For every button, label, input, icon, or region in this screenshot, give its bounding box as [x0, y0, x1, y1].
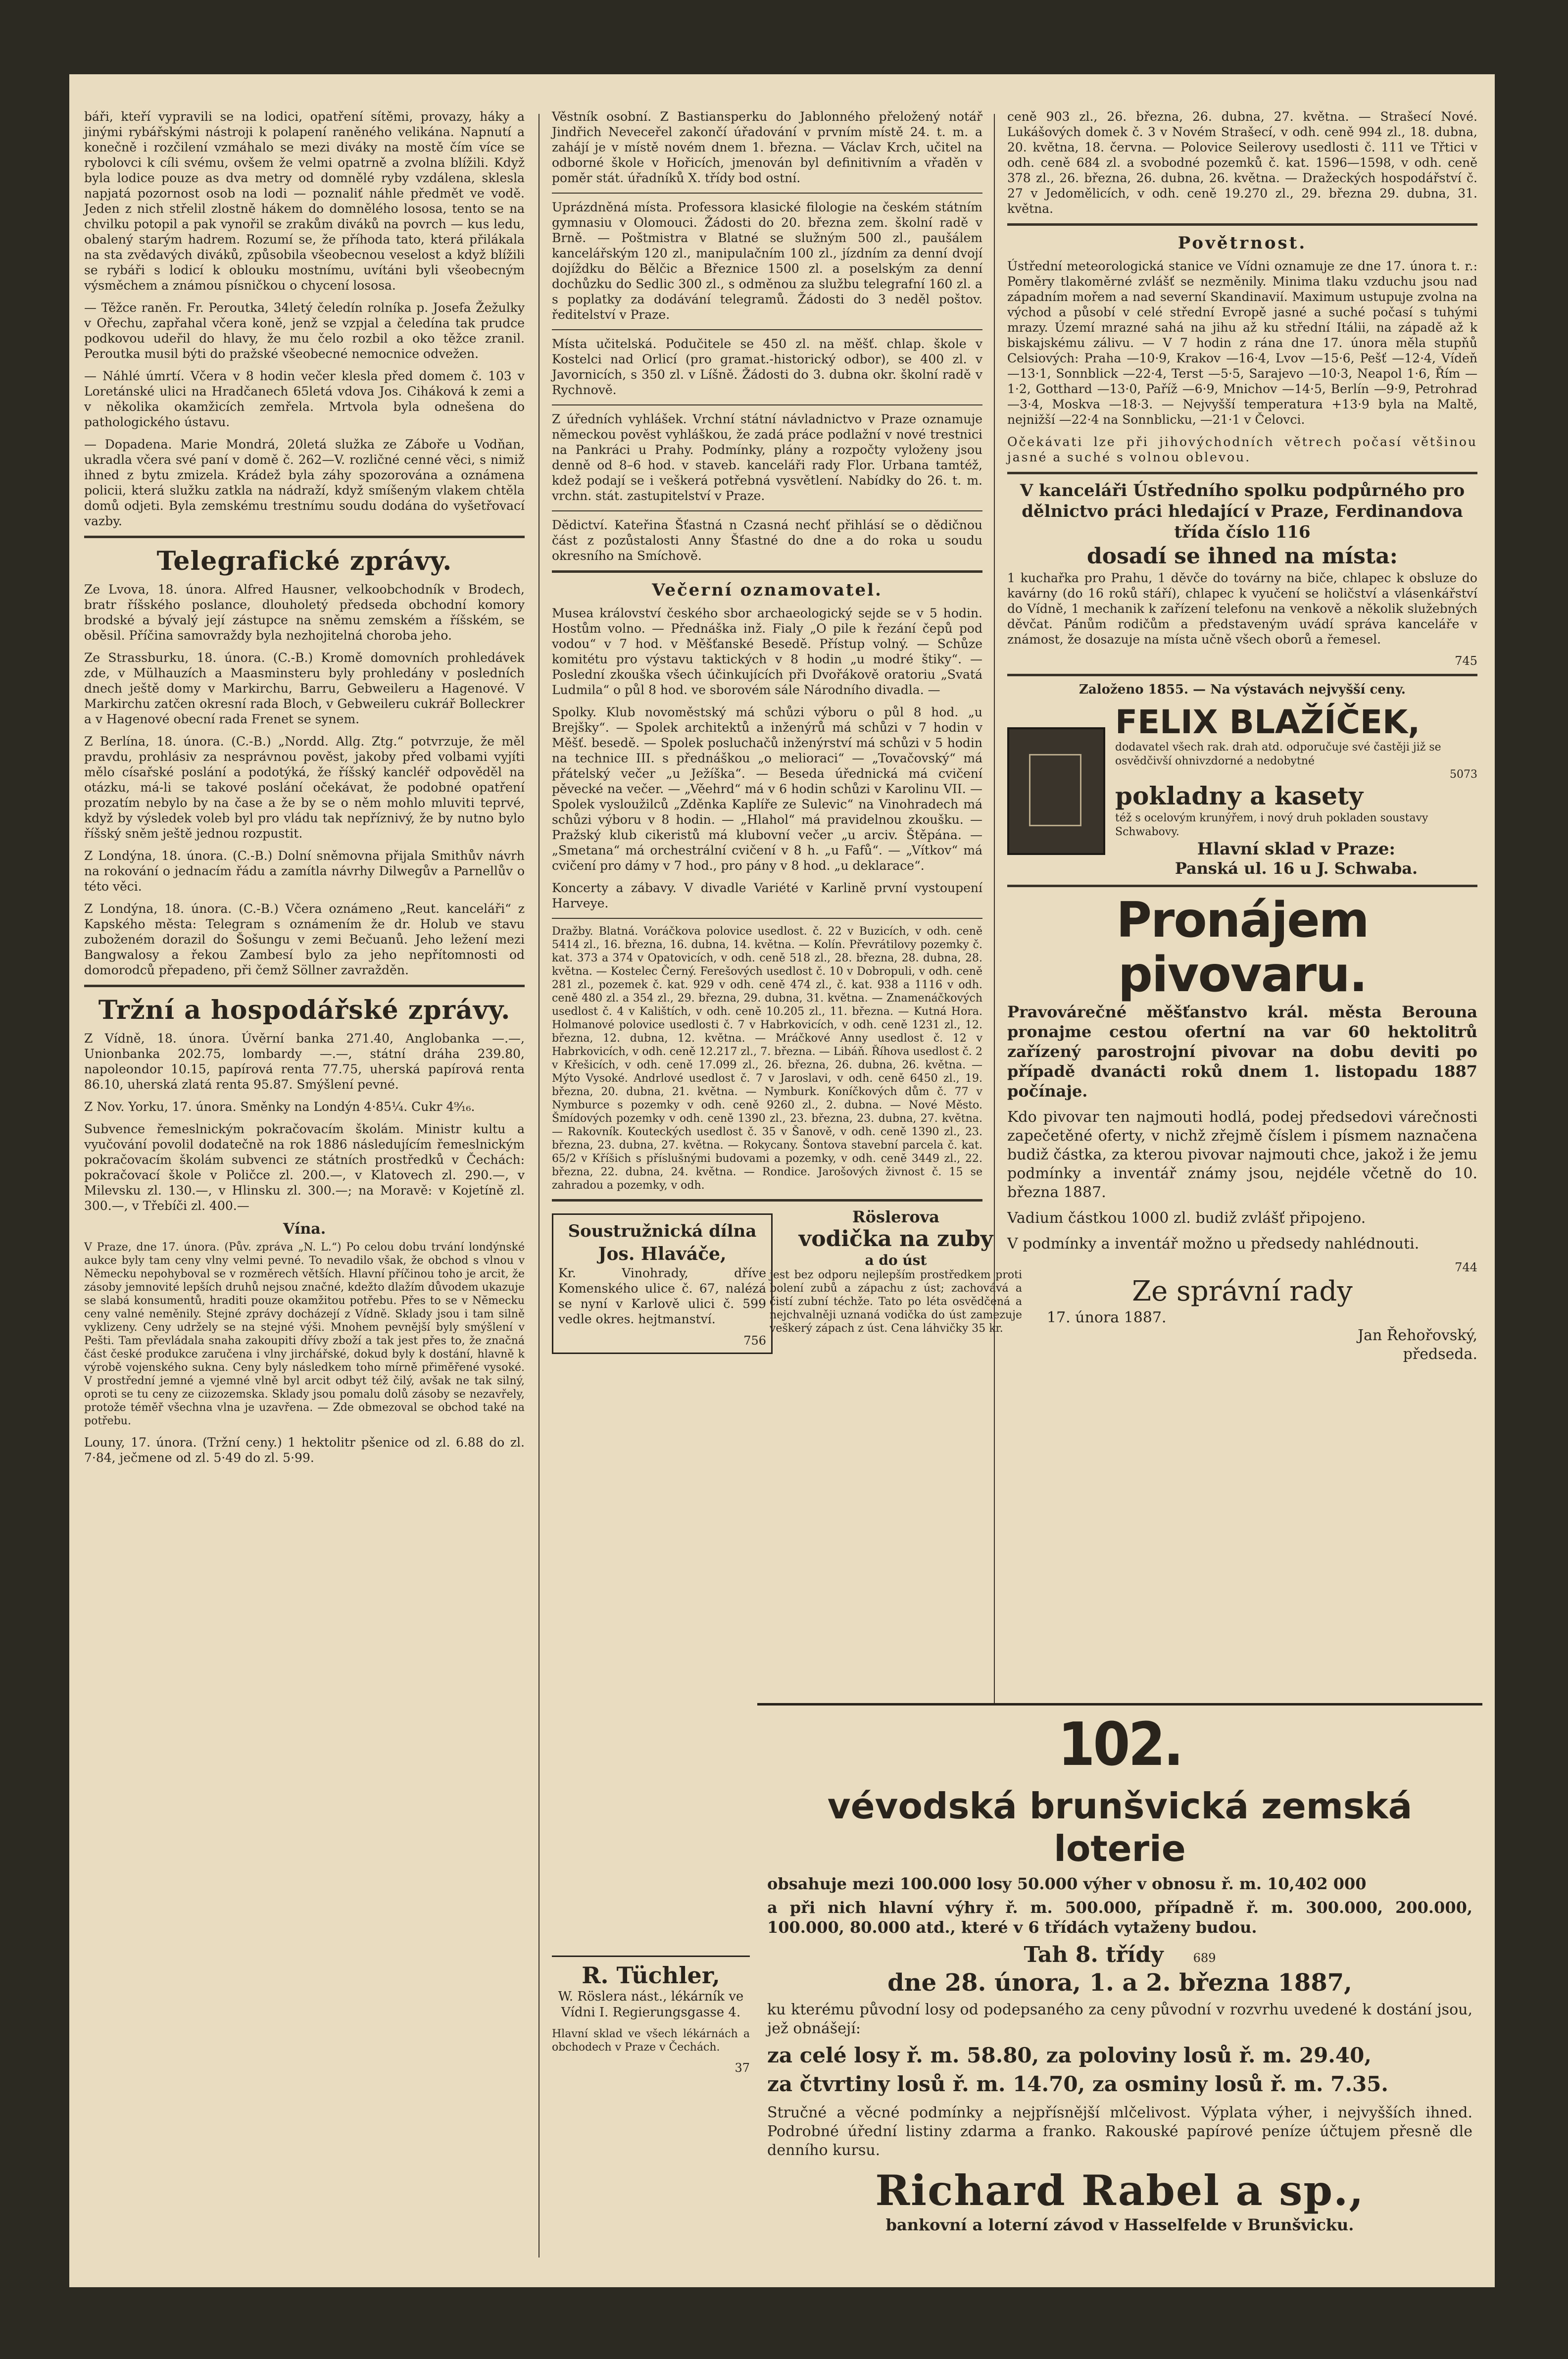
ad-text: dodavatel všech rak. drah atd. odporučuje své častěji již se osvědčivší ohnivzdorné a nedobytné	[1115, 741, 1441, 767]
ad-text: 1 kuchařka pro Prahu, 1 děvče do továrny na biče, chlapec k obsluze do kavárny (do 16 roků stáří), chlapec k vyučení se holičství a vlásenkářství do Vídně, 1 mechanik k zařízení telefonu na venkově a několik služebných děvčat. Pánům rodičům a představeným uvádí správa kanceláře v známost, že dosazuje na místa učně všech oborů a řemesel.	[1007, 571, 1477, 647]
ad-number: 756	[743, 1334, 766, 1348]
section-heading-telegraph: Telegrafické zprávy.	[156, 546, 452, 576]
newspaper-page	[69, 74, 1495, 2287]
ad-rada-role: předseda.	[1403, 1346, 1477, 1363]
lottery-number: 102.	[1058, 1710, 1182, 1779]
ad-spolek-sub: dosadí se ihned na místa:	[1087, 544, 1398, 569]
lottery-title: vévodská brunšvická zemská loterie	[827, 1785, 1413, 1869]
article-text: Z Londýna, 18. února. (C.-B.) Dolní sněmovna přijala Smithův návrh na rokování o jednacím řádu a zamítla návrhy Dilwegův a Parnellův o této věci.	[84, 849, 525, 894]
ad-text: V podmínky a inventář možno u předsedy nahlédnouti.	[1007, 1235, 1420, 1253]
divider	[552, 404, 982, 405]
divider	[84, 985, 525, 987]
ad-felix	[1007, 704, 1477, 878]
ad-number: 5073	[1450, 768, 1477, 781]
ad-text: Kr. Vinohrady, dříve Komenského ulice č. 67, nalézá se nyní v Karlově ulici č. 599 vedle okres. hejtmanství.	[558, 1266, 766, 1326]
ad-felix-top: Založeno 1855. — Na výstavách nejvyšší ceny.	[1078, 682, 1406, 697]
article-text: Uprázdněná místa. Professora klasické filologie na českém státním gymnasiu v Olomouci. Žádosti do 20. března zem. školní radě v Brně. — Poštmistra v Blatné se služným 500 zl., paušálem kancelářským 120 zl., manipulačním 100 zl., jízdním za denní dvojí dojíždku do Bělčic a Březnice 1500 zl. a poselským za denní dochůzku do Sedlic 300 zl., s odměnou za službu telegrafní 160 zl. a s poplatky za dodávání telegramů. Žádosti do 3 neděl poštov. ředitelství v Praze.	[552, 200, 982, 322]
divider	[552, 570, 982, 573]
ad-text: Hlavní sklad ve všech lékárnách a obchodech v Praze v Čechách.	[552, 2028, 750, 2054]
article-text: Musea království českého sbor archaeologický sejde se v 5 hodin. Hostům volno. — Přednáška inž. Fialy „O pile k řezání čepů pod vodou“ v 7 hod. v Měšťanské Besedě. Přístup volný. — Schůze komitétu pro výstavu taktických v 8 hodin „u modré štiky“. — Poslední zkouška všech účinkujících při Dvořákově oratoriu „Svatá Ludmila“ o půl 8 hod. ve sborovém sále Národního divadla. —	[552, 606, 982, 697]
divider	[84, 536, 525, 538]
article-text: Věstník osobní. Z Bastiansperku do Jablonného přeložený notář Jindřich Neveceřel zakončí úřadování v prvním místě 24. t. m. a zahájí je v místě novém dnem 1. března. — Václav Krch, učitel na odborné škole v Hořicích, jmenován byl definitivním a vřaděn v poměr stát. úřadníků X. třídy bod ostní.	[552, 109, 982, 185]
lottery-text: obsahuje mezi 100.000 losy 50.000 výher v obnosu ř. m. 10,402 000	[767, 1874, 1367, 1893]
ad-lottery	[757, 1703, 1482, 2270]
lottery-firm-sub: bankovní a loterní závod v Hasselfelde v Brunšvicku.	[885, 2215, 1354, 2234]
lottery-firm: Richard Rabel a sp.,	[875, 2166, 1365, 2215]
ad-text: Kdo pivovar ten najmouti hodlá, podej předsedovi várečnosti zapečetěné oferty, v nichž zřejmě číslem i písmem naznačena budiž částka, za kterou pivovar najmouti chce, jakož i že jemu podmínky a inventář známy jsou, nejdéle včetně do 10. března 1887.	[1007, 1108, 1477, 1201]
ad-tuchler-name: R. Tüchler,	[582, 1962, 720, 1989]
ad-tuchler	[770, 1207, 1022, 1342]
ad-text: též s ocelovým krunýřem, i nový druh pokladen soustavy Schwabovy.	[1115, 812, 1428, 838]
divider	[1007, 885, 1477, 887]
ad-rada-name: Jan Řehořovský,	[1358, 1327, 1477, 1344]
article-text: Místa učitelská. Podučitele se 450 zl. na měšť. chlap. škole v Kostelci nad Orlicí (pro gramat.-historický odbor), se 400 zl. v Javornicích, s 350 zl. v Líšně. Žádosti do 3. dubna okr. školní radě v Rychnově.	[552, 337, 982, 397]
ad-number: 744	[1455, 1260, 1477, 1274]
section-heading-market: Tržní a hospodářské zprávy.	[98, 995, 511, 1025]
divider	[552, 510, 982, 511]
article-text: Očekávati lze při jihovýchodních větrech počasí většinou jasné a suché s volnou oblevou.	[1007, 435, 1477, 464]
ad-hlavac	[552, 1213, 773, 1354]
ad-number: 689	[1193, 1951, 1216, 1965]
article-text: Ústřední meteorologická stanice ve Vídni oznamuje ze dne 17. února t. r.: Poměry tlakoměrné zvlášť se nezměnily. Minima tlaku vzduchu jsou nad západním mořem a nad severní Skandinavií. Maximum ustupuje zvolna na východ a působí v celé střední Evropě jasné a suché počasí s tuhými mrazy. Území mrazné sahá na jihu až ku střední Itálii, na západě až k biskajskému zálivu. — V 7 hodin z rána dne 17. února měla stupňů Celsiových: Praha —10·9, Krakov —16·4, Lvov —15·6, Pešť —12·4, Vídeň —13·1, Sonnblick —22·4, Terst —5·5, Sarajevo —10·3, Neapol 1·6, Řím —1·2, Gotthard —13·0, Paříž —6·9, Mnichov —14·5, Berlín —9·9, Petrohrad —3·4, Moskva —18·3. — Nejvyšší temperatura +13·9 byla na Maltě, nejnižší —22·4 na Sonnblicku, —21·1 v Čelovci.	[1007, 259, 1477, 427]
ad-rada-head: Ze správní rady	[1132, 1275, 1353, 1307]
article-text: Spolky. Klub novoměstský má schůzi výboru o půl 8 hod. „u Brejšky“. — Spolek architektů a inženýrů má schůzi v 7 hodin v Měšť. besedě. — Spolek posluchačů inženýrství má schůzi v 5 hodin na technice III. s přednáškou „o melioraci“ — „Tovačovský“ má přátelský večer „u Ježíška“. — Beseda úřednická má cvičení pěvecké na večer. — „Věehrd“ má v 6 hodin schůzi v Karolinu VII. — Spolek vysloužilců „Zděnka Kaplíře ze Sulevic“ na Vinohradech má schůzi výboru v 8 hodin. — „Hlahol“ má pravidelnou zkoušku. — Pražský klub cikeristů má klubovní večer „u arciv. Štěpána. — „Smetana“ má orchestrální cvičení v 8 h. „u Fafů“. — „Vítkov“ má cvičení pro dámy v 7 hod., pro pány v 8 hod. „u deklarace“.	[552, 705, 982, 873]
article-text: Z úředních vyhlášek. Vrchní státní návladnictvo v Praze oznamuje německou pověst vyhláškou, že zadá práce podlažní v nové trestnici na Pankráci u Prahy. Podmínky, plány a rozpočty vyloženy jsou denně od 8–6 hod. v staveb. kanceláři rady Flor. Urbana tamtéž, kdež podají se i veškerá potřebná vysvětlení. Nabídky do 26. t. m. vrchn. stát. zastupitelství v Praze.	[552, 412, 982, 503]
section-heading-weather: Povětrnost.	[1177, 233, 1307, 253]
ad-title: Soustružnická dílna	[568, 1221, 757, 1241]
article-text: V Praze, dne 17. února. (Pův. zpráva „N. L.“) Po celou dobu trvání londýnské aukce byly tam ceny vlny velmi pevné. To nevadilo však, že obchod s vlnou v Německu nepohyboval se v rozměrech větších. Hlavní příčinou toho je arcit, že zásoby jemnovité lepších druhů nejsou značné, kdežto dlažím důvodem ukazuje se slabá konsumentů, hraditi pouze okamžitou potřebu. Přes to se v Německu ceny valné neměnily. Stejné zprávy docházejí z Vídně. Sklady jsou i tam silně vyklizeny. Ceny udržely se na stejné výši. Mnohem pevnější byly smýšlení v Pešti. Tam převládala snaha zakoupiti dřívy zboží a tak jest přes to, že značná část české produkce zaručena i vlny jirchářské, dokud byly k dostání, hlavně k výrobě vojenského sukna. Ceny byly následkem toho mírně přiměřené vysoké. V prostřední jemné a vjemné vlně byl arcit odbyt též čilý, avšak ne tak silný, oproti se tu ceny ze ciizozemska. Sklady jsou pomalu dolů zásoby se nezavřely, protože téměř všechna vlna je uzavřena. — Zde obmezoval se obchod také na potřebu.	[84, 1241, 525, 1427]
divider	[552, 1199, 982, 1202]
article-text: — Těžce raněn. Fr. Peroutka, 34letý čeledín rolníka p. Josefa Žežulky v Ořechu, zapřahal včera koně, jenž se vzpjal a čeledína tak prudce podkovou udeřil do hlavy, že mu čelo rozbil a oko těžce zranil. Peroutka musil býti do pražské všeobecné nemocnice odvežen.	[84, 301, 525, 361]
ad-felix-name: FELIX BLAŽÍČEK,	[1115, 703, 1421, 741]
ad-pronajem-title: Pronájem pivovaru.	[1116, 892, 1369, 1003]
article-text: Koncerty a zábavy. V divadle Variété v Karlině první vystoupení Harveye.	[552, 881, 982, 910]
ad-felix-store: Hlavní sklad v Praze:	[1197, 839, 1396, 859]
ad-number: 37	[735, 2061, 750, 2075]
divider	[1007, 472, 1477, 474]
divider	[1007, 674, 1477, 676]
lottery-class-row	[757, 1941, 1482, 1969]
ad-text: Vadium částkou 1000 zl. budiž zvlášť připojeno.	[1007, 1209, 1366, 1227]
lottery-text: a při nich hlavní výhry ř. m. 500.000, případně ř. m. 300.000, 200.000, 100.000, 80.000 atd., které v 6 třídách vytaženy budou.	[767, 1898, 1472, 1937]
ad-sub: a do úst	[865, 1252, 927, 1268]
article-text: Ze Strassburku, 18. února. (C.-B.) Kromě domovních prohledávek zde, v Mülhauzích a Maasminsteru byly prohledány v posledních dnech ještě domy v Markirchu, Barru, Gebweileru a Hagenové. V Markirchu zatčen okresní rada Bloch, v Gebweileru cukrář Bolleckrer a v Hagenové obecní rada Frenet se synem.	[84, 651, 525, 726]
lottery-price: za čtvrtiny losů ř. m. 14.70, za osminy losů ř. m. 7.35.	[767, 2072, 1389, 2096]
ad-spolek-head: V kanceláři Ústředního spolku podpůrného pro dělnictvo práci hledající v Praze, Ferdinandova třída číslo 116	[1020, 481, 1465, 542]
article-text: Z Vídně, 18. února. Úvěrní banka 271.40, Anglobanka —.—, Unionbanka 202.75, lombardy —.—, státní dráha 239.80, napoleondor 10.15, papírová renta 77.75, uherská papírová renta 86.10, uherská zlatá renta 95.87. Smýšlení pevné.	[84, 1031, 525, 1092]
divider	[552, 193, 982, 194]
lottery-text: ku kterému původní losy od podepsaného za ceny původní v rozvrhu uvedené k dostání jsou, jež obnášejí:	[767, 2001, 1472, 2037]
lottery-text: Stručné a věcné podmínky a nejpřísnější mlčelivost. Výplata výher, i nejvyšších ihned. Podrobné úřední listiny zdarma a franko. Rakouské papírové peníze účtujem přesně dle denního kursu.	[767, 2104, 1472, 2159]
divider	[552, 918, 982, 919]
subheading-wines: Vína.	[283, 1220, 326, 1238]
divider	[1007, 223, 1477, 226]
ad-number: 745	[1455, 654, 1477, 668]
lottery-class: Tah 8. třídy	[1024, 1942, 1164, 1967]
article-text: Z Berlína, 18. února. (C.-B.) „Nordd. Allg. Ztg.“ potvrzuje, že měl pravdu, prohlásiv za nesprávnou pověst, jakoby před volbami vyjíti mělo císařské poslání a podotýká, že říšský kancléř odpověděl na otázku, má-li se takové poslání očekávat, že podobné opatření prozatím nebylo by na čase a že by se o něm mohlo mluviti teprvé, když by výsledek voleb byl pro vládu tak nepříznivý, že by nutno bylo říšský sněm ještě jednou rozpustit.	[84, 734, 525, 841]
divider	[552, 329, 982, 330]
section-heading-evening: Večerní oznamovatel.	[652, 580, 882, 600]
ad-rada-date: 17. února 1887.	[1047, 1309, 1167, 1326]
article-text: Subvence řemeslnickým pokračovacím školám. Ministr kultu a vyučování povolil dodatečně na rok 1886 následujícím řemeslnickým pokračovacím školám subvenci ze státních prostředků v Čechách: pokračovací škole v Poličce zl. 200.—, v Klatovech zl. 290.—, v Milevsku zl. 130.—, v Hlinsku zl. 300.—; na Moravě: v Kojetíně zl. 300.—, v Třebíči zl. 400.—	[84, 1122, 525, 1213]
safe-illustration	[1007, 727, 1105, 855]
article-text: — Dopadena. Marie Mondrá, 20letá služka ze Záboře u Vodňan, ukradla včera své paní v domě č. 262—V. rozličné cenné věci, s nimiž ihned z bytu zmizela. Krádež byla záhy spozorována a oznámena policii, která služku zatkla na nádraží, když smíšeným vlakem chtěla domů odjeti. Byla zemskému trestnímu soudu dodána do vyšetřovací vazby.	[84, 437, 525, 528]
ad-felix-product: pokladny a kasety	[1115, 781, 1364, 810]
ad-text: Pravovárečné měšťanstvo král. města Berouna pronajme cestou ofertní na var 60 hektolitrů zařízený parostrojní pivovar na dobu deviti po případě dvanácti roků dnem 1. listopadu 1887 počínaje.	[1007, 1003, 1477, 1101]
article-text: Z Nov. Yorku, 17. února. Směnky na Londýn 4·85¼. Cukr 4⁹⁄₁₆.	[84, 1100, 475, 1114]
article-text: — Náhlé úmrtí. Včera v 8 hodin večer klesla před domem č. 103 v Loretánské ulici na Hradčanech 65letá vdova Jos. Ciháková k zemi a v několika okamžicích zemřela. Mrtvola byla odnešena do pathologického ústavu.	[84, 369, 525, 429]
article-text: Ze Lvova, 18. února. Alfred Hausner, velkoobchodník v Brodech, bratr říšského poslance, dlouholetý předseda obchodní komory brodské a bývalý její zástupce na sněmu zemském a říšském, se oběsil. Příčina samovraždy byla nezhojitelná choroba jeho.	[84, 582, 525, 643]
ads-row	[552, 1207, 1022, 1465]
article-text: Louny, 17. února. (Tržní ceny.) 1 hektolitr pšenice od zl. 6.88 do zl. 7·84, ječmene od zl. 5·49 do zl. 5·99.	[84, 1435, 525, 1465]
ad-tuchler-bottom	[552, 1956, 750, 2264]
ad-felix-text	[1115, 704, 1477, 878]
article-text: Dědictví. Kateřina Šťastná n Czasná nechť přihlásí se o dědičnou část z pozůstalosti Anny Šťastné do dne a do roka u soudu okresního na Smíchově.	[552, 518, 982, 563]
lottery-dates: dne 28. února, 1. a 2. března 1887,	[887, 1969, 1352, 1997]
ad-text: W. Röslera nást., lékárník ve Vídni I. Regierungsgasse 4.	[558, 1989, 744, 2020]
article-text: báři, kteří vypravili se na lodici, opatření sítěmi, provazy, háky a jinými rybářskými nástroji k polapení raněného velikána. Napnutí a konečně i rozčilení vzmáhalo se mezi diváky na mostě čím více se rybolovci k cíli svému, ovšem že velmi opatrně a zvolna blížili. Když byla lodice pouze as dva metry od domnělé ryby vzdálena, sklesla napjatá pozornost osob na lodi — poznaliť náhle předmět ve vodě. Jeden z nich střelil zlostně hákem do domnělého lososa, tento se na chvilku potopil a pak vynořil se zrakům diváků na povrch — kus ledu, obalený starým hadrem. Rozumí se, že příhoda tato, která přilákala na sta zvědavých diváků, způsobila všeobecnou veselost a když blížili se rybáři s lodicí k oblouku mostnímu, uvítáni byli všeobecným výsměchem a známou písničkou o chycení lososa.	[84, 109, 525, 293]
ad-name: Jos. Hlaváče,	[598, 1244, 727, 1264]
ad-text: jest bez odporu nejlepším prostředkem proti bolení zubů a zápachu z úst; zachovává a čistí zubní téchže. Tato po léta osvědčená a nejchvalněji uznaná vodička do úst zamezuje veškerý zápach z úst. Cena láhvičky 35 kr.	[770, 1269, 1022, 1335]
article-text: Z Londýna, 18. února. (C.-B.) Včera oznámeno „Reut. kanceláři“ z Kapského města: Telegram s oznámením že dr. Holub ve stavu zuboženém dorazil do Šošungu v zemi Bečuanů. Jeho ležení mezi Bangwalosy a řekou Zambesí bylo za jeho nepřítomnosti od domorodců přepadeno, při čemž Söllner zavražděn.	[84, 902, 525, 977]
article-text: ceně 903 zl., 26. března, 26. dubna, 27. května. — Strašecí Nové. Lukášových domek č. 3 v Novém Strašecí, v odh. ceně 994 zl., 18. dubna, 20. května, 18. června. — Polovice Seilerovy usedlosti č. 111 ve Třtici v odh. ceně 684 zl. a svobodné pozemků č. kat. 1596—1598, v odh. ceně 378 zl., 26. března, 26. dubna, 26. května. — Dražeckých hospodářství č. 27 v Jedomělicích, v odh. ceně 19.270 zl., 29. března 29. dubna, 31. května.	[1007, 109, 1477, 216]
lottery-price: za celé losy ř. m. 58.80, za poloviny losů ř. m. 29.40,	[767, 2043, 1372, 2067]
ad-felix-address: Panská ul. 16 u J. Schwaba.	[1175, 859, 1418, 878]
column-left	[84, 109, 525, 2267]
ad-headline: vodička na zuby	[798, 1226, 993, 1252]
article-text: Dražby. Blatná. Voráčkova polovice usedlost. č. 22 v Buzicích, v odh. ceně 5414 zl., 16. března, 16. dubna, 14. května. — Kolín. Převrátilovy pozemky č. kat. 373 a 374 v Opatovicích, v odh. ceně 518 zl., 28. března, 28. dubna, 28. května. — Kostelec Černý. Ferešových usedlost č. 10 v Dobropuli, v odh. ceně 281 zl., pozemek č. kat. 929 v odh. ceně 474 zl., č. kat. 938 a 1116 v odh. ceně 480 zl. a 354 zl., 29. března, 29. dubna, 31. května. — Znamenáčkových usedlost č. 4 v Kalištích, v odh. ceně 10.205 zl., 11. března. — Kutná Hora. Holmanové polovice usedlosti č. 7 v Habrkovicích, v odh. ceně 1231 zl., 12. března, 12. dubna, 12. května. — Mráčkové Anny usedlost č. 12 v Habrkovicích, v odh. ceně 12.217 zl., 7. března. — Libáň. Říhova usedlost č. 2 v Křešicích, v odh. ceně 17.099 zl., 26. března, 26. dubna, 26. května. — Mýto Vysoké. Andrlové usedlost č. 7 v Jaroslavi, v odh. ceně 6450 zl., 19. března, 20. dubna, 21. května. — Nymburk. Koníčkových dům č. 77 v Nymburce s pozemky v odh. ceně 9260 zl., 2. dubna. — Nové Město. Šmídových pozemky v odh. ceně 1390 zl., 23. března, 23. dubna, 27. května. — Rakovník. Kouteckých usedlost č. 35 v Šanově, v odh. ceně 1390 zl., 23. března, 23. dubna, 27. května. — Rokycany. Šontova stavební parcela č. kat. 65/2 v Kříšich s příslušnými budovami a pozemky, v odh. ceně 3449 zl., 22. března, 22. dubna, 24. května. — Rondice. Jarošových živnost č. 15 se zahradou a pozemky, v odh.	[552, 925, 982, 1192]
ad-brand: Röslerova	[852, 1207, 939, 1226]
